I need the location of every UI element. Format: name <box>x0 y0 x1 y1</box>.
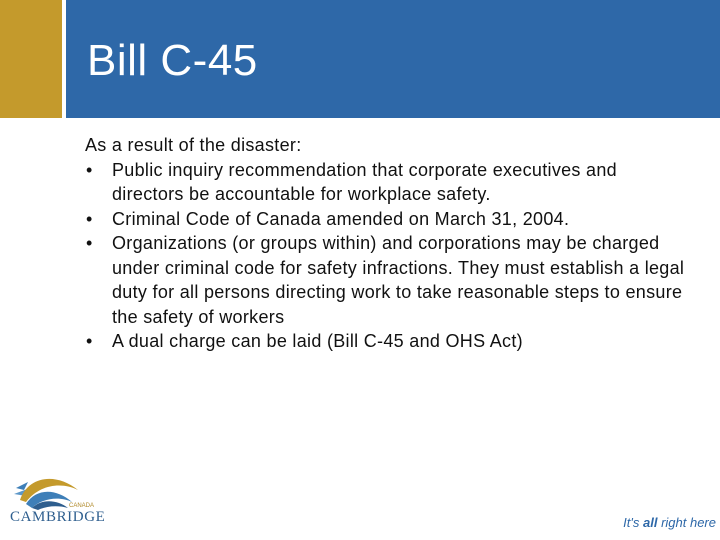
slide-title: Bill C-45 <box>87 36 258 85</box>
bullet-item <box>85 329 685 354</box>
bullet-text: Public inquiry recommendation that corporate executives and directors be accountable for workplace safety. <box>112 159 617 204</box>
bullet-icon: • <box>86 208 93 229</box>
bullet-item <box>85 158 685 207</box>
logo-wordmark: CAMBRIDGE <box>10 509 106 525</box>
intro-text: As a result of the disaster: <box>85 135 302 155</box>
bullet-list <box>85 158 685 354</box>
bullet-icon: • <box>86 331 93 351</box>
slide-body <box>85 133 685 354</box>
tagline: It's all right here <box>623 515 716 530</box>
bullet-item <box>85 207 685 232</box>
bullet-text: A dual charge can be laid (Bill C-45 and OHS Act) <box>112 331 523 351</box>
bullet-item <box>85 231 685 329</box>
bullet-text: Criminal Code of Canada amended on March 31, 2004. <box>112 208 570 229</box>
bullet-icon: • <box>86 159 93 180</box>
logo-subtitle: CANADA <box>69 503 95 509</box>
bullet-icon: • <box>86 233 93 253</box>
bullet-text: Organizations (or groups within) and corporations may be charged under criminal code for safety infractions. They must establish a legal duty for all persons directing work to take reasonable steps to ensure the safety of workers <box>112 233 685 327</box>
header-accent-bar <box>0 0 62 118</box>
